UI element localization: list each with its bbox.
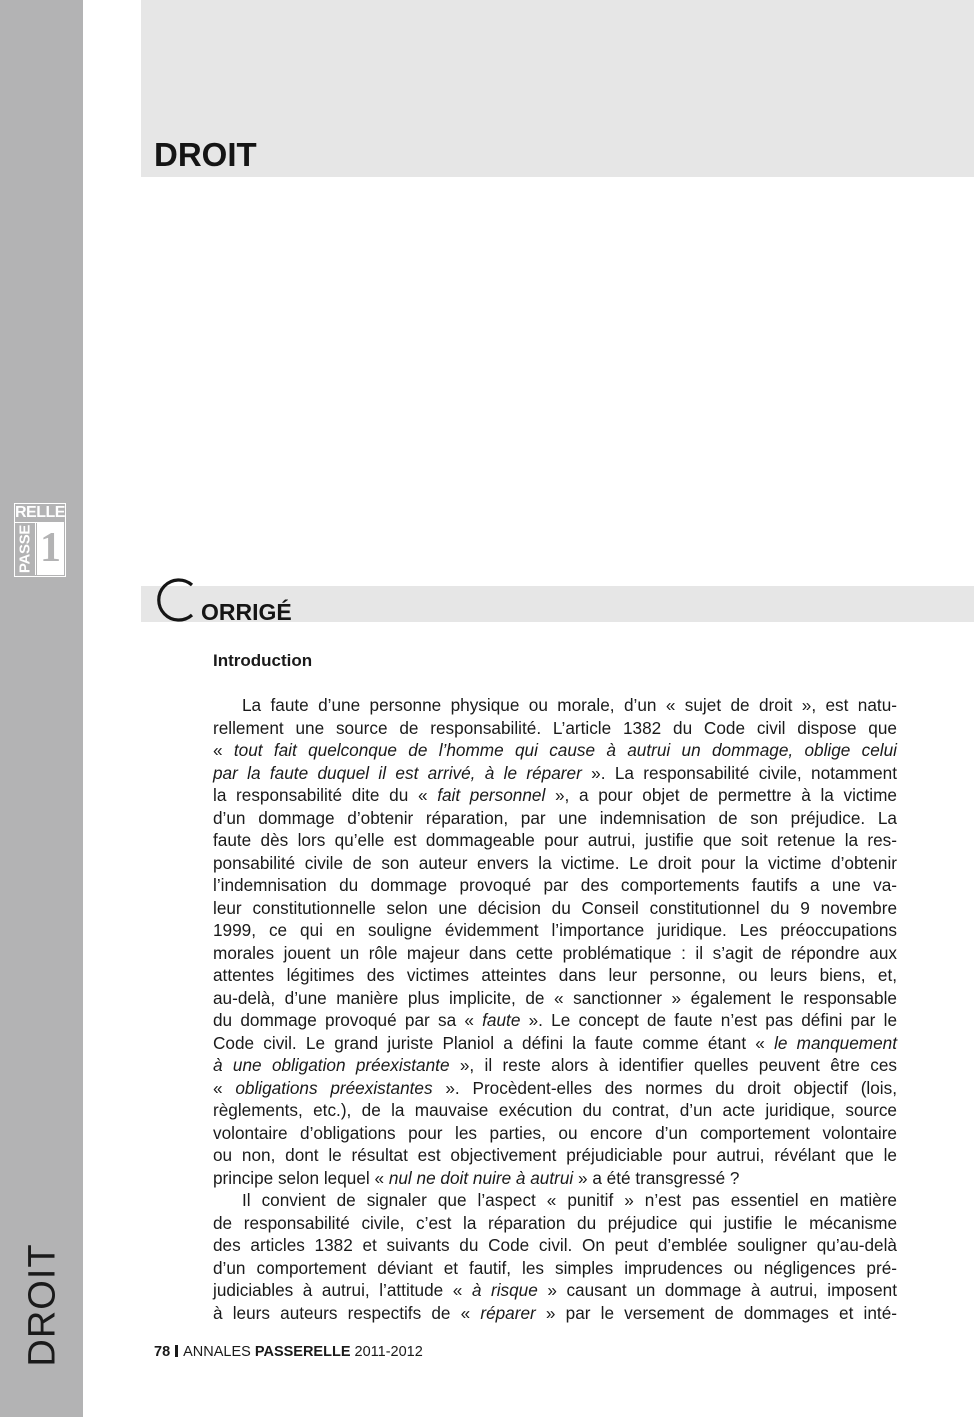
body-segment: « xyxy=(213,1077,236,1098)
body-line xyxy=(213,1302,897,1325)
body-segment: ponsabilité civile de son auteur envers la victime. Le droit pour la victime d’obtenir xyxy=(213,852,897,873)
logo-number: 1 xyxy=(37,522,64,575)
body-segment: morales jouent un rôle majeur dans cette problématique : il s’agit de répondre aux xyxy=(213,942,897,963)
left-sidebar xyxy=(0,0,83,1417)
body-line xyxy=(213,1099,897,1122)
body-italic-segment: faute xyxy=(482,1010,521,1030)
body-line xyxy=(213,829,897,852)
body-segment: ». Procèdent-elles des normes du droit objectif (lois, xyxy=(432,1077,897,1098)
body-segment: la responsabilité dite du « xyxy=(213,785,438,805)
header-band xyxy=(141,0,974,177)
logo-top-text: RELLE xyxy=(15,504,65,521)
footer-separator xyxy=(175,1345,178,1357)
body-italic-segment: par la faute duquel il est arrivé, à le réparer xyxy=(213,762,582,783)
body-segment: leur constitutionnelle selon une décision du Conseil constitutionnel du 9 novembre xyxy=(213,897,897,918)
body-segment: d’un comportement déviant et fautif, les simples imprudences ou négligences pré- xyxy=(213,1257,897,1278)
body-line xyxy=(213,1189,897,1212)
body-segment: judiciables à autrui, l’attitude « xyxy=(213,1280,472,1300)
body-italic-segment: à une obligation préexistante xyxy=(213,1055,450,1075)
body-segment: du dommage provoqué par sa « xyxy=(213,1010,483,1030)
body-italic-segment: tout fait quelconque de l’homme qui cause à autrui un dommage, oblige celui xyxy=(233,740,897,760)
body-line xyxy=(213,784,897,807)
body-segment: La faute d’une personne physique ou morale, d’un « sujet de droit », est natu- xyxy=(242,695,897,715)
body-segment: ou non, dont le résultat est objectivement préjudiciable pour autrui, révélant que le xyxy=(213,1145,897,1165)
footer-brand: PASSERELLE xyxy=(254,1344,351,1360)
intro-heading: Introduction xyxy=(213,651,313,670)
passerelle-logo xyxy=(14,503,66,577)
body-line xyxy=(213,1167,897,1190)
sidebar-vertical-label: DROIT xyxy=(21,1243,64,1367)
body-line xyxy=(213,919,897,942)
body-line xyxy=(213,874,897,897)
body-italic-segment: nul ne doit nuire à autrui xyxy=(388,1167,574,1188)
body-segment: ». La responsabilité civile, notamment xyxy=(581,762,897,783)
body-line xyxy=(213,807,897,830)
body-segment: règlements, etc.), de la mauvaise exécution du contrat, d’un acte juridique, source xyxy=(213,1100,897,1120)
body-line xyxy=(213,942,897,965)
body-line xyxy=(213,1279,897,1302)
body-line xyxy=(213,1144,897,1167)
body-line xyxy=(213,987,897,1010)
body-segment: 1999, ce qui en souligne évidemment l’importance juridique. Les préoccupations xyxy=(213,920,897,940)
page-footer xyxy=(154,1342,423,1362)
footer-publication: ANNALES xyxy=(183,1344,251,1360)
body-line xyxy=(213,1077,897,1100)
body-line xyxy=(213,1054,897,1077)
body-segment: principe selon lequel « xyxy=(213,1167,389,1188)
body-segment: l’indemnisation du dommage provoqué par des comportements fautifs a une va- xyxy=(213,875,897,895)
body-segment: rellement une source de responsabilité. L’article 1382 du Code civil dispose que xyxy=(213,717,897,738)
body-segment: « xyxy=(213,740,234,760)
body-segment: Il convient de signaler que l’aspect « punitif » n’est pas essentiel en matière xyxy=(242,1190,897,1210)
logo-side-box xyxy=(15,522,36,575)
body-line xyxy=(213,852,897,875)
body-line xyxy=(213,1257,897,1280)
body-line xyxy=(213,964,897,987)
body-line xyxy=(213,1122,897,1145)
body-segment: des articles 1382 et suivants du Code civil. On peut d’emblée souligner qu’au-delà xyxy=(213,1235,897,1255)
body-segment: », a pour objet de permettre à la victime xyxy=(545,785,897,805)
body-segment: à leurs auteurs respectifs de « xyxy=(213,1302,481,1323)
body-line xyxy=(213,1212,897,1235)
body-text xyxy=(213,694,897,1324)
body-italic-segment: à risque xyxy=(471,1280,538,1300)
body-italic-segment: fait personnel xyxy=(437,785,546,805)
body-line xyxy=(213,1234,897,1257)
body-line xyxy=(213,897,897,920)
page-number: 78 xyxy=(154,1344,171,1360)
body-segment: » par le versement de dommages et inté- xyxy=(535,1302,897,1323)
drop-letter-c xyxy=(152,577,198,623)
body-italic-segment: le manquement xyxy=(774,1032,897,1053)
footer-years: 2011-2012 xyxy=(354,1344,423,1360)
body-line xyxy=(213,694,897,717)
body-line xyxy=(213,762,897,785)
svg-text:C: C xyxy=(152,577,153,578)
body-segment: de responsabilité civile, c’est la réparation du préjudice qui justifie le mécanisme xyxy=(213,1212,897,1233)
body-segment: attentes légitimes des victimes atteintes dans leur personne, ou leurs biens, et, xyxy=(213,965,897,985)
body-italic-segment: obligations préexistantes xyxy=(235,1077,433,1098)
body-segment: au-delà, d’une manière plus implicite, de « sanctionner » également le responsable xyxy=(213,987,897,1008)
body-segment: faute dès lors qu’elle est dommageable pour autrui, justifie que soit retenue la res- xyxy=(213,830,897,850)
body-segment: volontaire d’obligations pour les parties, ou encore d’un comportement volontaire xyxy=(213,1122,897,1143)
body-italic-segment: réparer xyxy=(480,1302,536,1323)
body-segment: », il reste alors à identifier quelles peuvent être ces xyxy=(449,1055,897,1075)
body-line xyxy=(213,1009,897,1032)
body-line xyxy=(213,1032,897,1055)
body-segment: ». Le concept de faute n’est pas défini par le xyxy=(520,1010,898,1030)
logo-side-text: PASSE xyxy=(16,524,34,573)
section-title: ORRIGÉ xyxy=(201,599,292,625)
body-segment: d’un dommage d’obtenir réparation, par une indemnisation de son préjudice. La xyxy=(213,807,897,828)
body-line xyxy=(213,739,897,762)
page-title: DROIT xyxy=(154,136,257,173)
body-line xyxy=(213,717,897,740)
body-segment: Code civil. Le grand juriste Planiol a défini la faute comme étant « xyxy=(213,1032,775,1053)
body-segment: » a été transgressé ? xyxy=(573,1167,740,1188)
body-segment: » causant un dommage à autrui, imposent xyxy=(537,1280,897,1300)
